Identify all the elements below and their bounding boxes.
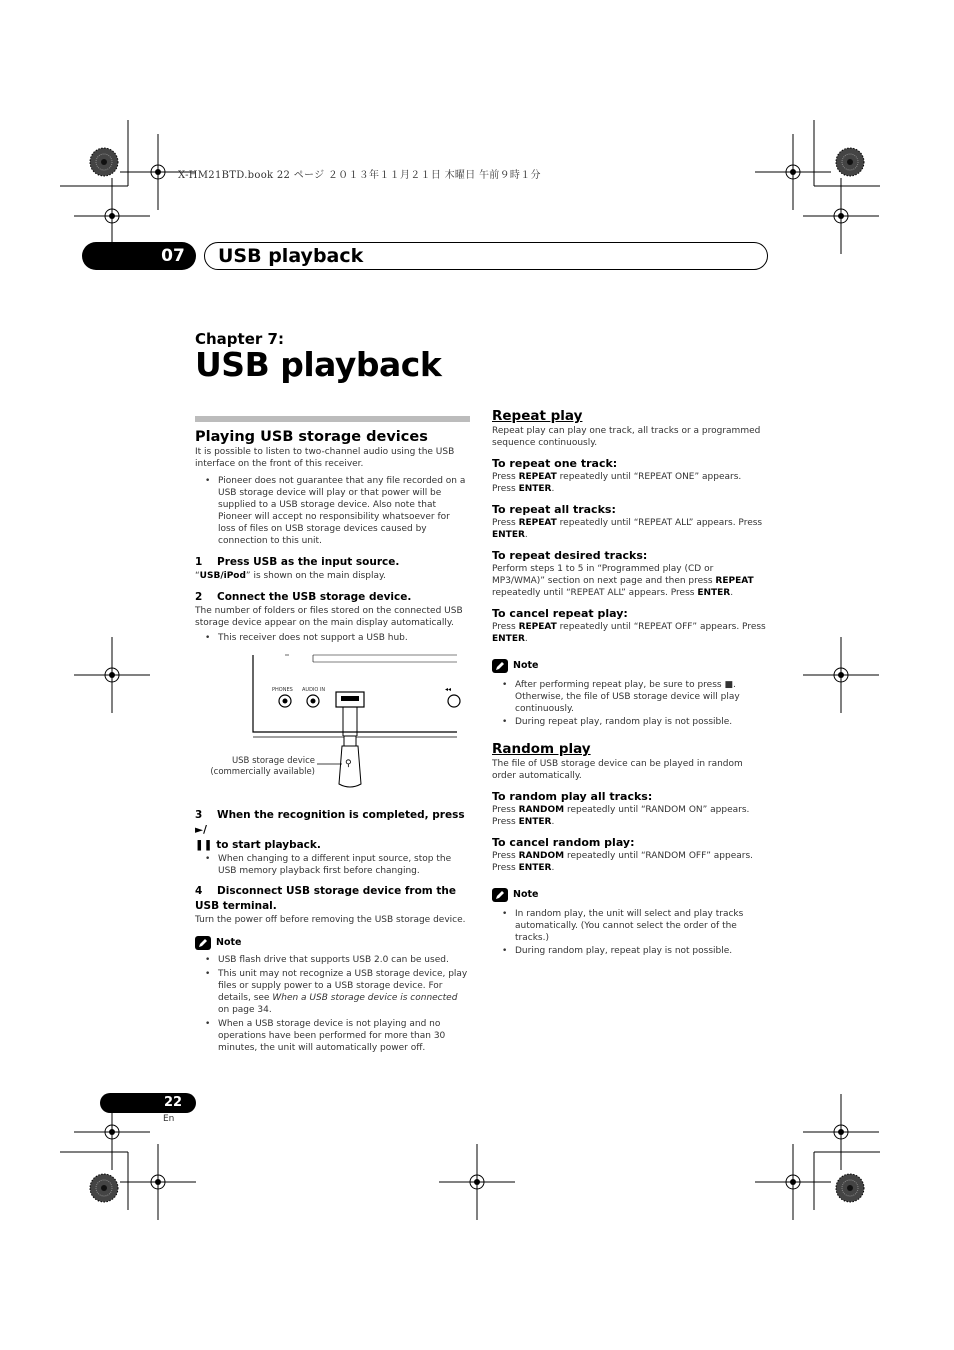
bullet-list (195, 475, 470, 547)
list-item: • When changing to a different input source, stop the USB memory playback first before changing. (218, 853, 470, 877)
illus-caption: USB storage device (commercially available) (210, 756, 315, 777)
repeat-all-text: Press REPEAT repeatedly until “REPEAT ALL” appears. Press ENTER. (492, 518, 763, 540)
random-cancel-text: Press RANDOM repeatedly until “RANDOM OFF” appears. Press ENTER. (492, 851, 754, 873)
list-item: • During repeat play, random play is not possible. (515, 716, 767, 728)
crosshair-mark (74, 637, 150, 713)
section-rule (195, 416, 470, 422)
section-heading: Playing USB storage devices (195, 429, 428, 445)
book-file-line: X-HM21BTD.book 22 ページ ２０１３年１１月２１日 木曜日 午前９時１分 (178, 170, 541, 181)
list-item: • When a USB storage device is not playing and no operations have been performed for more than 30 minutes, the unit will automatically power off. (218, 1018, 470, 1054)
repeat-intro: Repeat play can play one track, all tracks or a programmed sequence continuously. (492, 426, 761, 448)
repeat-desired-heading: To repeat desired tracks: (492, 549, 648, 562)
repeat-desired-text: Perform steps 1 to 5 in “Programmed play (CD or MP3/WMA)” section on next page and then press REPEAT repeatedly until “REPEAT ALL” appears. Press ENTER. (492, 564, 754, 598)
list-item: • Pioneer does not guarantee that any file recorded on a USB storage device will play or that power will be supplied to a USB storage device. Also note that Pioneer will accept no responsibility whatsoever for loss of files on USB storage devices caused by connection to this unit. (218, 475, 470, 547)
repeat-cancel-heading: To cancel repeat play: (492, 607, 628, 620)
svg-text:⚲: ⚲ (345, 759, 352, 769)
step-1-text: “USB/iPod” is shown on the main display. (195, 571, 386, 581)
list-item: • In random play, the unit will select and play tracks automatically. (You cannot select the order of the tracks.) (515, 908, 767, 944)
step-2-text: The number of folders or files stored on the connected USB storage device appear on the main display automatically. (195, 606, 463, 628)
note-list (195, 954, 470, 1054)
list-item: • This receiver does not support a USB hub. (218, 632, 470, 644)
list-item: • During random play, repeat play is not possible. (515, 945, 767, 957)
note-heading: Note (492, 888, 767, 902)
crosshair-mark (755, 134, 831, 210)
left-column-upper (195, 416, 470, 644)
note-heading: Note (492, 659, 767, 673)
crosshair-mark (755, 1144, 831, 1220)
bullet-list (195, 632, 470, 644)
chapter-number: 07 (161, 246, 185, 266)
left-column-lower (195, 808, 470, 1054)
repeat-one-text: Press REPEAT repeatedly until “REPEAT ONE” appears. Press ENTER. (492, 472, 742, 494)
random-heading: Random play (492, 741, 591, 757)
step-1: 1 Press USB as the input source. (195, 556, 400, 568)
step-3-cont: ❚❚ to start playback. (195, 839, 321, 851)
page-number: 22 (163, 1095, 183, 1110)
intro-text: It is possible to listen to two-channel audio using the USB interface on the front of this receiver. (195, 447, 455, 469)
crosshair-mark (439, 1144, 515, 1220)
svg-text:◂◂: ◂◂ (445, 686, 452, 693)
repeat-one-heading: To repeat one track: (492, 457, 618, 470)
step-4: 4 Disconnect USB storage device from the USB terminal. (195, 885, 457, 912)
corner-mark-top-right (814, 120, 880, 186)
crosshair-mark (120, 1144, 196, 1220)
step-2: 2 Connect the USB storage device. (195, 591, 412, 603)
note-heading: Note (195, 936, 470, 950)
repeat-cancel-text: Press REPEAT repeatedly until “REPEAT OFF” appears. Press ENTER. (492, 622, 766, 644)
step-3: 3 When the recognition is completed, press ►/ (195, 809, 465, 836)
crosshair-mark (803, 637, 879, 713)
repeat-all-heading: To repeat all tracks: (492, 503, 616, 516)
random-cancel-heading: To cancel random play: (492, 836, 635, 849)
random-intro: The file of USB storage device can be played in random order automatically. (492, 759, 743, 781)
corner-mark-top-left (60, 120, 128, 186)
header-title: USB playback (218, 245, 364, 267)
crosshair-mark (803, 178, 879, 254)
note-pencil-icon (492, 888, 508, 902)
bullet-list (195, 853, 470, 877)
corner-mark-bottom-left (60, 1152, 128, 1210)
corner-mark-bottom-right (814, 1152, 880, 1210)
usb-connection-illustration (195, 652, 465, 802)
note-pencil-icon (195, 936, 211, 950)
list-item: • After performing repeat play, be sure to press ■. Otherwise, the file of USB storage device will play continuously. (515, 679, 767, 715)
page-language: En (163, 1114, 175, 1124)
note-list (492, 908, 767, 957)
page-title: USB playback (195, 345, 442, 384)
repeat-heading: Repeat play (492, 408, 583, 424)
list-item: • This unit may not recognize a USB storage device, play files or supply power to a USB storage device. For details, see When a USB storage device is connected on page 34. (218, 968, 470, 1016)
random-all-text: Press RANDOM repeatedly until “RANDOM ON” appears. Press ENTER. (492, 805, 750, 827)
illus-label-phones: PHONES (272, 687, 293, 693)
illus-label-audio-in: AUDIO IN (302, 687, 326, 693)
chapter-label: Chapter 7: (195, 330, 284, 348)
list-item: • USB flash drive that supports USB 2.0 can be used. (218, 954, 470, 966)
note-list (492, 679, 767, 728)
random-all-heading: To random play all tracks: (492, 790, 653, 803)
right-column (492, 407, 767, 957)
step-4-text: Turn the power off before removing the USB storage device. (195, 915, 466, 925)
note-pencil-icon (492, 659, 508, 673)
